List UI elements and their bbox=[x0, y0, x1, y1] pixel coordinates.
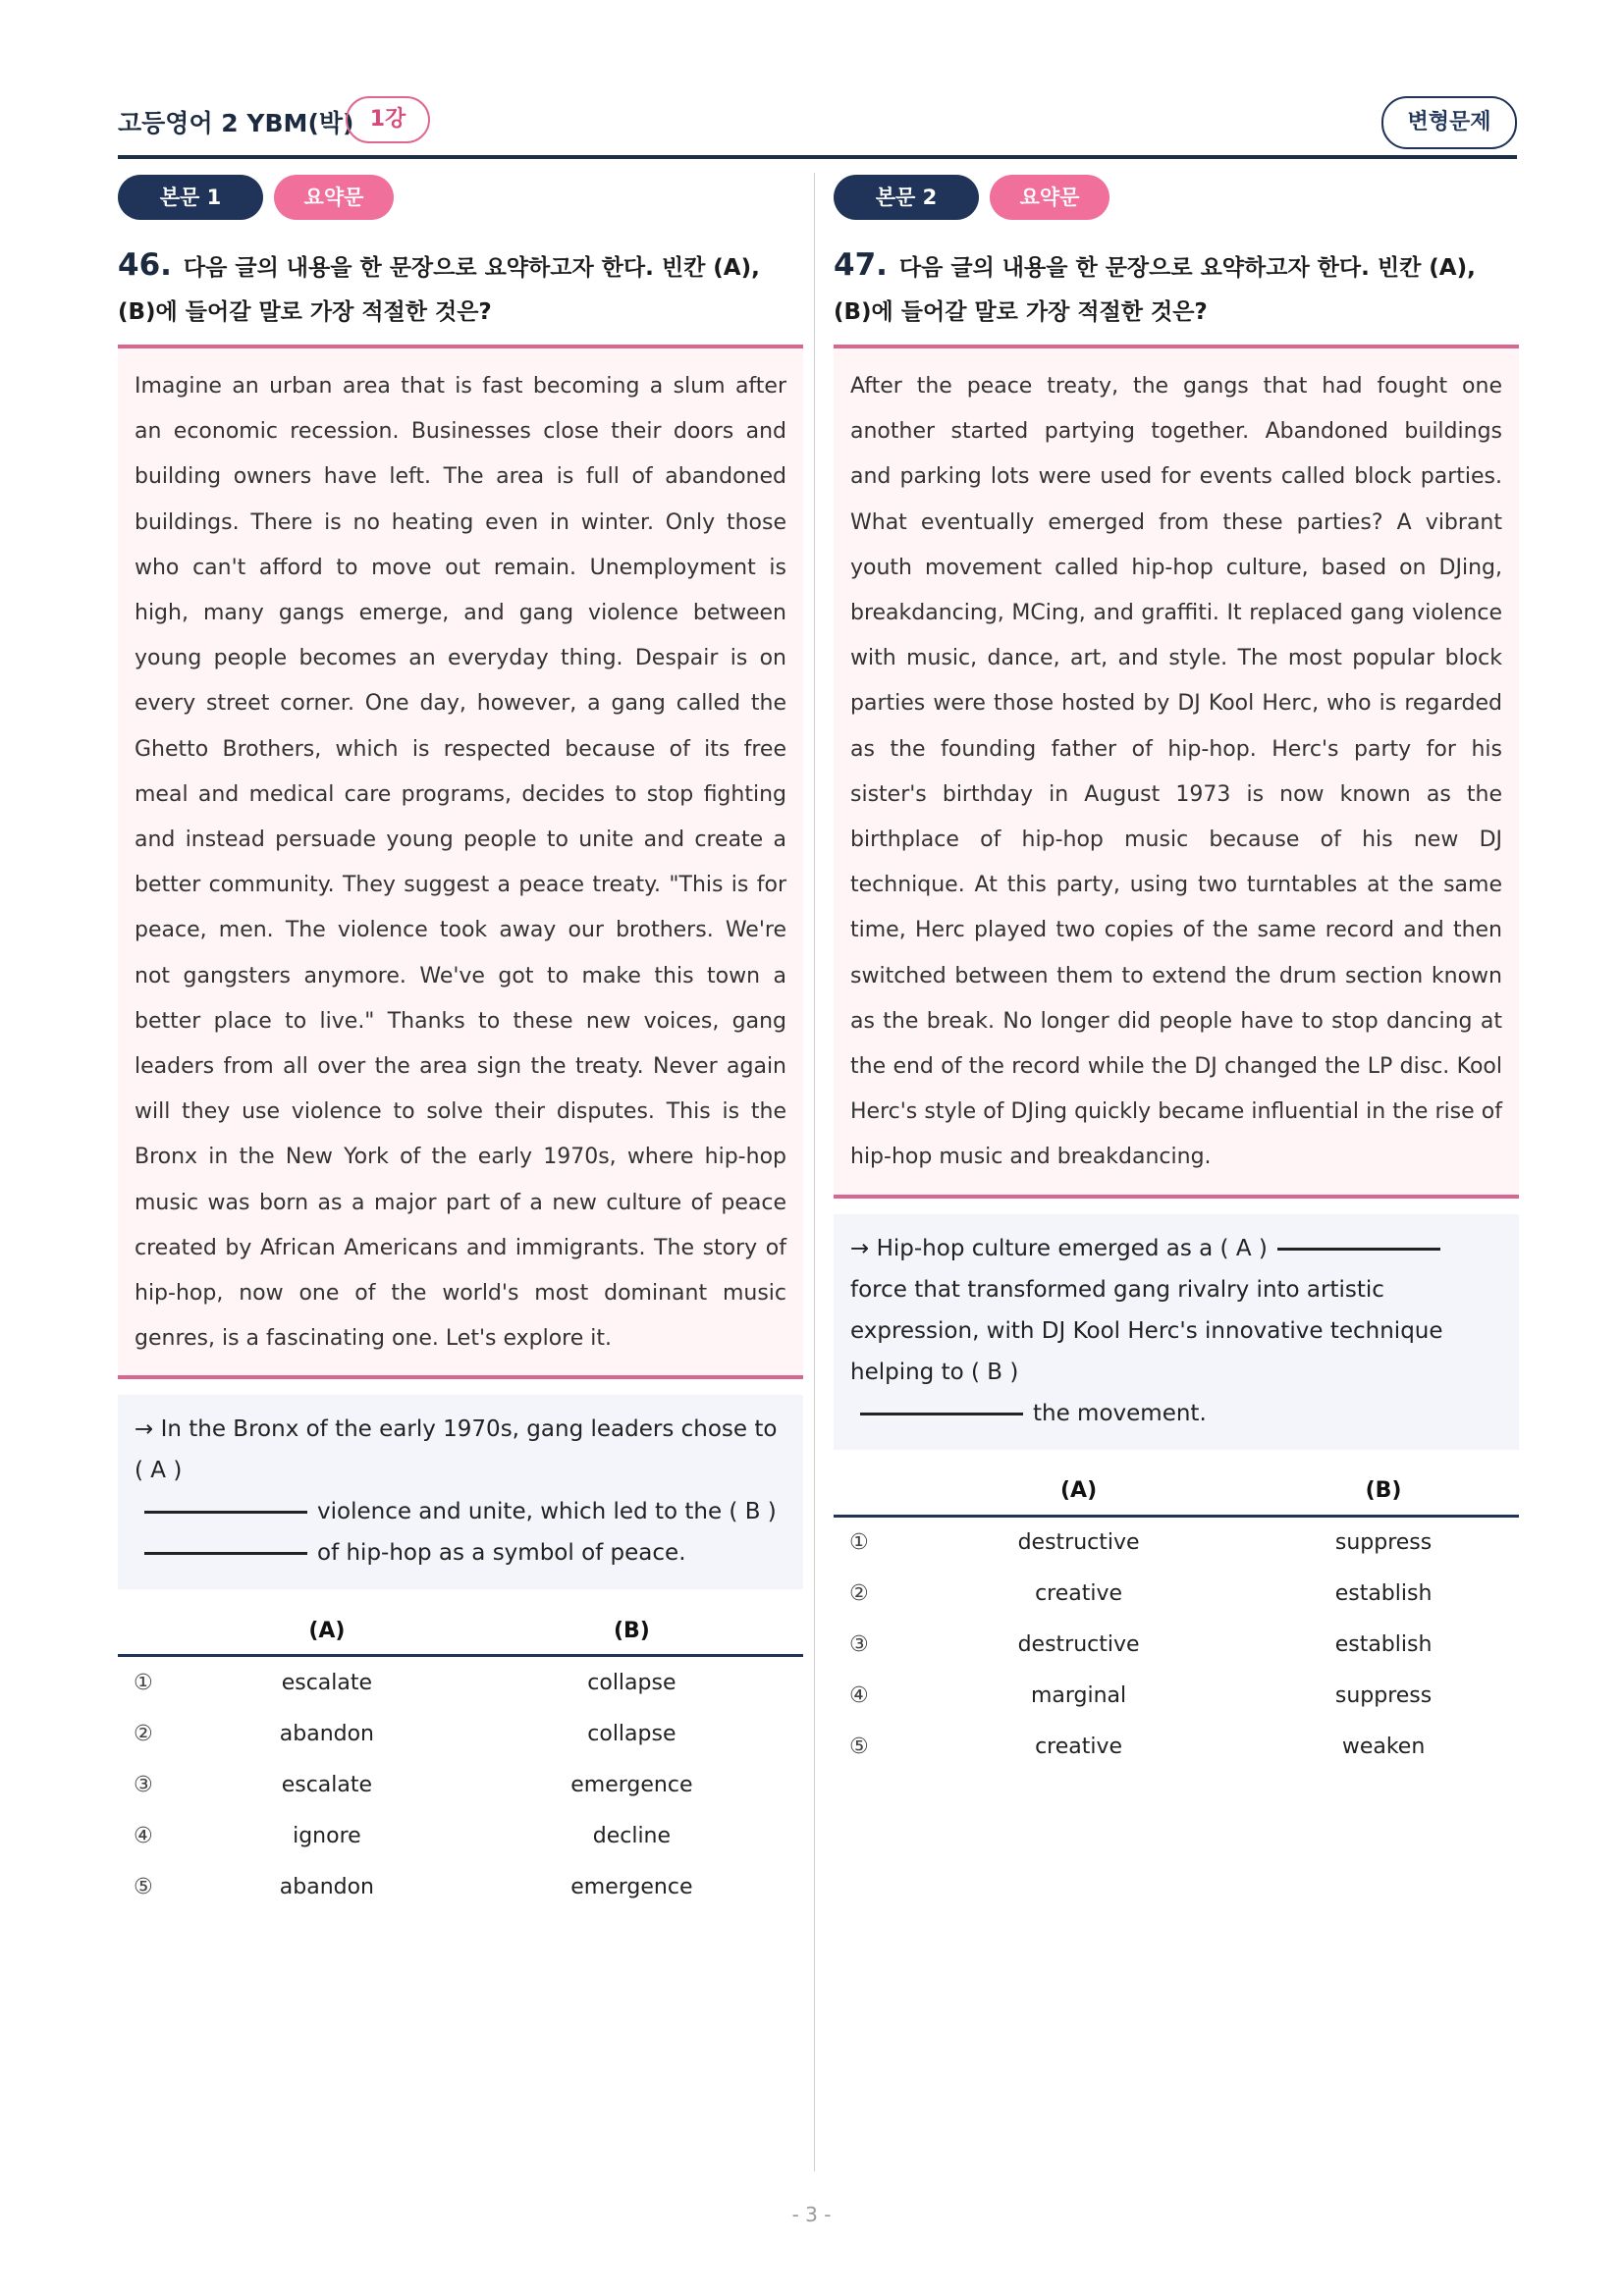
choice-number: ④ bbox=[849, 1683, 869, 1709]
summary-part-1: → Hip-hop culture emerged as a ( A ) bbox=[850, 1235, 1268, 1261]
column-a-header: (A) bbox=[909, 1468, 1248, 1517]
choice-a-value: marginal bbox=[1030, 1683, 1127, 1709]
choice-number: ② bbox=[849, 1581, 869, 1607]
choice-a-value: destructive bbox=[1017, 1530, 1140, 1556]
choice-number-header bbox=[834, 1468, 909, 1517]
column-a-header: (A) bbox=[193, 1607, 460, 1656]
choice-b-value: emergence bbox=[570, 1874, 693, 1899]
choices-header-row bbox=[834, 1468, 1519, 1517]
choice-a-value: escalate bbox=[281, 1670, 373, 1695]
passage-text: Imagine an urban area that is fast becoming a slum after an economic recession. Businesses close their doors and building owners have left. The area is full of abandoned buildings. There is no heating even in winter. Only those who can't afford to move out remain. Unemployment is high, many gangs emerge, and gang violence between young people becomes an everyday thing. Despair is on every street corner. One day, however, a gang called the Ghetto Brothers, which is respected because of its free meal and medical care programs, decides to stop fighting and instead persuade young people to unite and create a better community. They suggest a peace treaty. "This is for peace, men. The violence took away our brothers. We're not gangsters anymore. We've got to make this town a better place to live." Thanks to these new voices, gang leaders from all over the area sign the treaty. Never again will they use violence to solve their disputes. This is the Bronx in the New York of the early 1970s, where hip-hop music was born as a major part of a new culture of peace created by African Americans and immigrants. The story of hip-hop, now one of the world's most dominant music genres, is a fascinating one. Let's explore it. bbox=[135, 374, 786, 1352]
column-b-header: (B) bbox=[1248, 1468, 1519, 1517]
summary-part-3: the movement. bbox=[1033, 1400, 1207, 1426]
choice-b-value: establish bbox=[1334, 1632, 1433, 1658]
summary-type-badge: 요약문 bbox=[990, 175, 1109, 220]
summary-part-2: force that transformed gang rivalry into artistic expression, with DJ Kool Herc's innovative technique helping to ( B ) bbox=[850, 1276, 1443, 1385]
choice-row[interactable] bbox=[118, 1759, 803, 1810]
column-b-header: (B) bbox=[460, 1607, 803, 1656]
lesson-badge: 1강 bbox=[346, 96, 430, 143]
choice-row[interactable] bbox=[834, 1722, 1519, 1773]
choice-row[interactable] bbox=[118, 1861, 803, 1912]
blank-b bbox=[144, 1552, 307, 1555]
column-divider bbox=[814, 173, 815, 2171]
question-type-badge: 변형문제 bbox=[1381, 96, 1517, 149]
question-47-column bbox=[834, 175, 1519, 1773]
choices-header-row bbox=[118, 1607, 803, 1656]
question-number: 46. bbox=[118, 247, 172, 283]
choice-number: ③ bbox=[849, 1632, 869, 1658]
header-divider bbox=[118, 155, 1517, 159]
choice-row[interactable] bbox=[834, 1620, 1519, 1671]
summary-part-1: → In the Bronx of the early 1970s, gang leaders chose to ( A ) bbox=[135, 1416, 778, 1484]
choice-a-value: creative bbox=[1035, 1581, 1123, 1607]
passage-badge: 본문 2 bbox=[834, 175, 979, 220]
choice-number: ① bbox=[849, 1530, 869, 1556]
choice-row[interactable] bbox=[834, 1671, 1519, 1722]
question-number: 47. bbox=[834, 247, 888, 283]
document-title: 고등영어 2 YBM(박) bbox=[118, 109, 354, 137]
summary-box bbox=[834, 1214, 1519, 1450]
choice-a-value: abandon bbox=[279, 1874, 375, 1899]
question-46-column bbox=[118, 175, 803, 1912]
summary-box bbox=[118, 1395, 803, 1589]
choice-number-header bbox=[118, 1607, 193, 1656]
answer-choices-table bbox=[834, 1468, 1519, 1773]
blank-b bbox=[860, 1413, 1023, 1415]
choice-row[interactable] bbox=[834, 1516, 1519, 1569]
choice-number: ③ bbox=[134, 1772, 153, 1797]
choice-b-value: establish bbox=[1334, 1581, 1433, 1607]
blank-a bbox=[144, 1511, 307, 1514]
choice-b-value: suppress bbox=[1334, 1530, 1433, 1556]
choice-row[interactable] bbox=[834, 1569, 1519, 1620]
passage-box bbox=[834, 345, 1519, 1199]
passage-badge: 본문 1 bbox=[118, 175, 263, 220]
choice-row[interactable] bbox=[118, 1656, 803, 1709]
page-number: - 3 - bbox=[791, 2203, 832, 2226]
choice-a-value: destructive bbox=[1017, 1632, 1140, 1658]
question-stem bbox=[834, 243, 1519, 335]
blank-a bbox=[1277, 1248, 1440, 1251]
answer-choices-table bbox=[118, 1607, 803, 1912]
choice-number: ② bbox=[134, 1721, 153, 1746]
choice-a-value: escalate bbox=[281, 1772, 373, 1797]
question-text: 다음 글의 내용을 한 문장으로 요약하고자 한다. 빈칸 (A), (B)에 들어갈 말로 가장 적절한 것은? bbox=[834, 255, 1476, 325]
summary-type-badge: 요약문 bbox=[274, 175, 394, 220]
choice-b-value: suppress bbox=[1334, 1683, 1433, 1709]
page-header bbox=[118, 96, 1517, 147]
passage-box bbox=[118, 345, 803, 1379]
question-text: 다음 글의 내용을 한 문장으로 요약하고자 한다. 빈칸 (A), (B)에 들어갈 말로 가장 적절한 것은? bbox=[118, 255, 760, 325]
choice-b-value: collapse bbox=[587, 1670, 676, 1695]
summary-part-2: violence and unite, which led to the ( B ) bbox=[317, 1499, 777, 1525]
choice-b-value: decline bbox=[592, 1823, 672, 1848]
choice-number: ① bbox=[134, 1670, 153, 1695]
choice-number: ⑤ bbox=[134, 1874, 153, 1899]
choice-a-value: creative bbox=[1035, 1735, 1123, 1760]
choice-b-value: collapse bbox=[587, 1721, 676, 1746]
choice-number: ⑤ bbox=[849, 1735, 869, 1760]
choice-a-value: abandon bbox=[279, 1721, 375, 1746]
summary-part-3: of hip-hop as a symbol of peace. bbox=[317, 1540, 686, 1567]
section-badges bbox=[834, 175, 1519, 222]
choice-number: ④ bbox=[134, 1823, 153, 1848]
choice-b-value: emergence bbox=[570, 1772, 693, 1797]
choice-row[interactable] bbox=[118, 1810, 803, 1861]
choice-row[interactable] bbox=[118, 1708, 803, 1759]
passage-text: After the peace treaty, the gangs that had fought one another started partying together. Abandoned buildings and parking lots were used for events called block parties. What eventually emerged from these parties? A vibrant youth movement called hip-hop culture, based on DJing, breakdancing, MCing, and graffiti. It replaced gang violence with music, dance, art, and style. The most popular block parties were those hosted by DJ Kool Herc, who is regarded as the founding father of hip-hop. Herc's party for his sister's birthday in August 1973 is now known as the birthplace of hip-hop music because of his new DJ technique. At this party, using two turntables at the same time, Herc played two copies of the same record and then switched between them to extend the drum section known as the break. No longer did people have to stop dancing at the end of the record while the DJ changed the LP disc. Kool Herc's style of DJing quickly became influential in the rise of hip-hop music and breakdancing. bbox=[850, 374, 1502, 1170]
choice-a-value: ignore bbox=[293, 1823, 361, 1848]
question-stem bbox=[118, 243, 803, 335]
section-badges bbox=[118, 175, 803, 222]
choice-b-value: weaken bbox=[1341, 1735, 1426, 1760]
